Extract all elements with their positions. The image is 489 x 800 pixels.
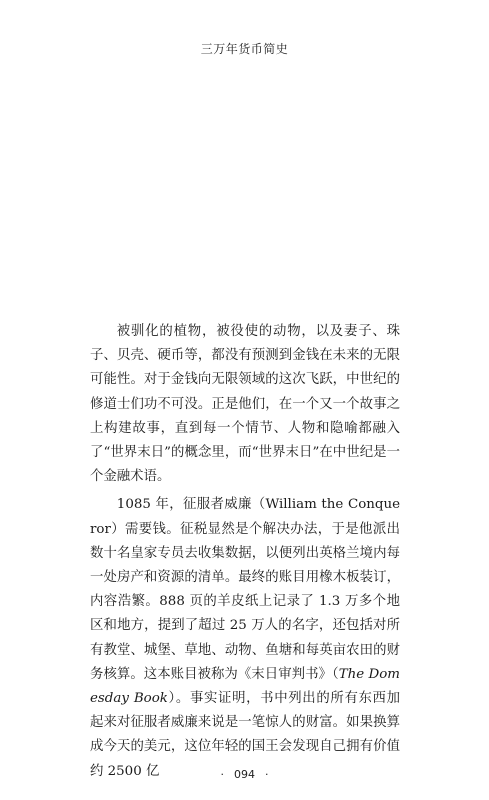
book-title-english: The Domesday Book	[90, 666, 400, 707]
footer-dot-left: ·	[220, 768, 224, 781]
paragraph-2	[90, 493, 400, 783]
running-header: 三万年货币简史	[200, 42, 289, 56]
page-number: 094	[234, 768, 255, 781]
page-footer	[0, 768, 489, 781]
paragraph-1: 被驯化的植物，被役使的动物，以及妻子、珠子、贝壳、硬币等，都没有预测到金钱在未来的无限可能性。对于金钱向无限领域的这次飞跃，中世纪的修道士们功不可没。正是他们，在一个又一个故事之上构建故事，直到每一个情节、人物和隐喻都融入了“世界末日”的概念里，而“世界末日”在中世纪是一个金融术语。	[90, 324, 400, 485]
body-text	[90, 320, 400, 788]
footer-dot-right: ·	[265, 768, 269, 781]
paragraph-2-part-2: ）。事实证明，书中列出的所有东西加起来对征服者威廉来说是一笔惊人的财富。如果换算成今天的美元，这位年轻的国王会发现自己拥有价值约 2500 亿	[90, 691, 400, 779]
paragraph-2-part-1: 1085 年，征服者威廉（William the Conqueror）需要钱。征税显然是个解决办法，于是他派出数十名皇家专员去收集数据，以便列出英格兰境内每一处房产和资源的清单。最终的账目用橡木板装订，内容浩繁。888 页的羊皮纸上记录了 1.3 万多个地区和地方，提到了超过 25 万人的名字，还包括对所有教堂、城堡、草地、动物、鱼塘和每英亩农田的财务核算。这本账目被称为《末日审判书》（	[90, 497, 400, 682]
